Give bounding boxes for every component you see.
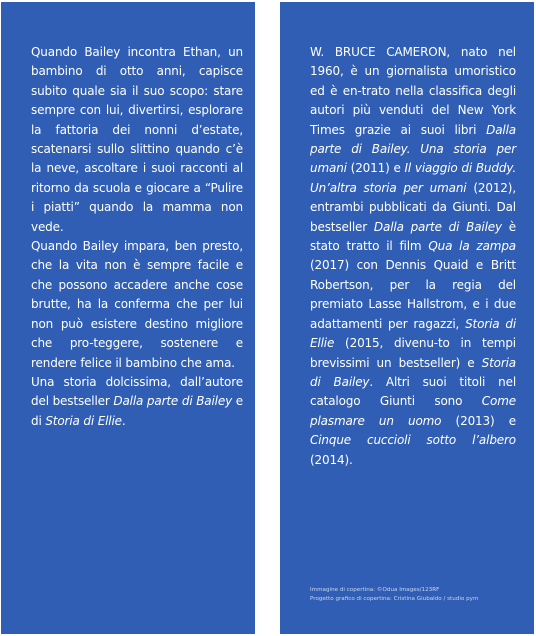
author-bio-text (310, 43, 516, 470)
synopsis-paragraph-1: Quando Bailey incontra Ethan, un bambino di otto anni, capisce subito quale sia il suo scopo: stare sempre con lui, divertirsi, esplorare la fattoria dei nonni d’estate, scatenarsi sullo slittino quando c’è la neve, ascoltare i suoi racconti al ritorno da scuola e giocare a “Pulire i piatti” quando la mamma non vede. (31, 45, 243, 234)
synopsis-p3-text-1: Una storia dolcissima, dall’autore del bestseller (31, 374, 243, 409)
synopsis-p3-text-3: . (121, 413, 126, 428)
bio-text-4: è stato tratto il film (310, 219, 517, 254)
bio-text-2: (2011) e (346, 161, 405, 176)
bio-text-5: (2017) con Dennis Quaid e Britt Robertson, per la regia del premiato Lasse Hallstrom, e i due adattamenti per ragazzi, (310, 258, 516, 331)
left-flap-panel (1, 2, 255, 634)
cover-credits (310, 586, 478, 604)
bio-title-6: Storia di Bailey (310, 355, 516, 389)
bio-title-2: Il viaggio di Buddy. Un’altra storia per umani (310, 161, 517, 195)
book-title-dalla-parte-di-bailey: Dalla parte di Bailey (113, 394, 233, 409)
bio-text-3: (2012), entrambi pubblicati da Giunti. Dal bestseller (310, 180, 516, 234)
bio-text-9: (2014). (310, 452, 353, 467)
synopsis-paragraph-2: Quando Bailey impara, ben presto, che la vita non è sempre facile e che possono accadere anche cose brutte, ha la conferma che per lui non può esistere destino migliore che pro-teggere, sostenere e rendere felice il bambino che ama. (31, 239, 243, 370)
bio-title-5: Storia di Ellie (310, 316, 517, 351)
right-flap-panel (280, 2, 534, 634)
bio-title-3: Dalla parte di Bailey (373, 219, 502, 234)
bio-text-6: (2015, divenu-to in tempi brevissimi un bestseller) e (310, 336, 516, 370)
bio-title-4: Qua la zampa (428, 239, 516, 254)
author-bio-paragraph (310, 43, 516, 470)
book-title-storia-di-ellie: Storia di Ellie (45, 413, 122, 428)
bio-title-1: Dalla parte di Bailey. Una storia per umani (310, 122, 516, 176)
bio-text-8: (2013) e (441, 413, 516, 428)
bio-title-7: Come plasmare un uomo (310, 394, 516, 428)
cover-design-credit: Progetto grafico di copertina: Cristina Giubaldo / studio pym (310, 596, 479, 602)
bio-text-1: W. BRUCE CAMERON, nato nel 1960, è un giornalista umoristico ed è en-trato nella classifica degli autori più venduti del New York Times grazie ai suoi libri (310, 45, 516, 137)
synopsis-p3-text-2: e di (31, 394, 243, 428)
bio-text-7: . Altri suoi titoli nel catalogo Giunti sono (310, 374, 516, 409)
synopsis-paragraph-3 (31, 373, 243, 431)
bio-title-8: Cinque cuccioli sotto l’albero (310, 433, 516, 448)
synopsis-text (31, 43, 243, 431)
cover-image-credit: Immagine di copertina: ©Odua Images/123RF (310, 587, 440, 593)
